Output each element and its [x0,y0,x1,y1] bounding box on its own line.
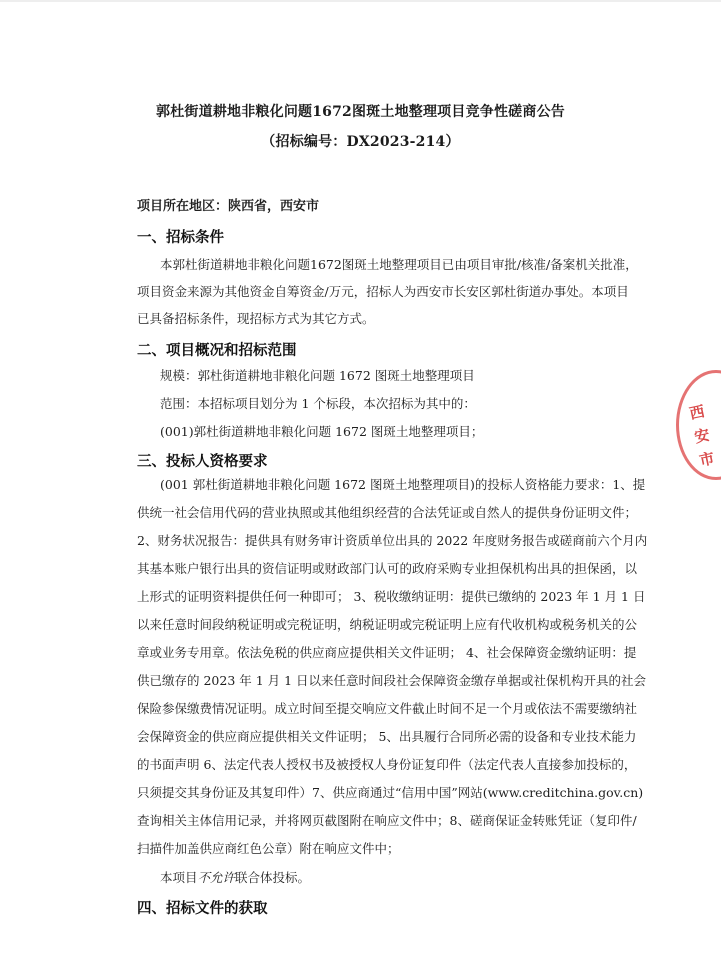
section-1-heading: 一、招标条件 [137,229,224,246]
joint-venture-note [160,870,310,886]
section-1-line-1: 本郭杜街道耕地非粮化问题1672图斑土地整理项目已由项目审批/核准/备案机关批准， [160,257,638,272]
note-emphasis: 不允许 [197,870,236,885]
section-2-lot: (001)郭杜街道耕地非粮化问题 1672 图斑土地整理项目； [160,424,484,439]
section-3-line-6: 以来任意时间段纳税证明或完税证明，纳税证明或完税证明上应有代收机构或税务机关的公 [137,617,638,632]
section-4-heading: 四、招标文件的获取 [137,900,268,917]
section-3-line-10: 会保障资金的供应商应提供相关文件证明； 5、出具履行合同所必需的设备和专业技术能力 [137,729,637,744]
section-3-line-9: 保险参保缴费情况证明。成立时间至提交响应文件截止时间不足一个月或依法不需要缴纳社 [137,701,638,716]
section-3-heading: 三、投标人资格要求 [137,453,268,470]
section-2-scale: 规模：郭杜街道耕地非粮化问题 1672 图斑土地整理项目 [160,368,475,383]
section-3-line-4: 其基本账户银行出具的资信证明或财政部门认可的政府采购专业担保机构出具的担保函，以 [137,561,638,576]
document-title: 郭杜街道耕地非粮化问题1672图斑土地整理项目竞争性磋商公告 [156,104,565,120]
section-3-line-7: 章或业务专用章。依法免税的供应商应提供相关文件证明； 4、社会保障资金缴纳证明：提 [137,645,637,660]
section-2-heading: 二、项目概况和招标范围 [137,342,297,359]
section-2-scope: 范围：本招标项目划分为 1 个标段，本次招标为其中的： [160,396,476,411]
top-edge-line [0,0,721,2]
note-suffix: 联合体投标。 [235,870,311,885]
project-region: 项目所在地区：陕西省，西安市 [137,199,320,214]
section-1-line-3: 已具备招标条件，现招标方式为其它方式。 [137,311,375,326]
section-3-line-8: 供已缴存的 2023 年 1 月 1 日以来任意时间段社会保障资金缴存单据或社保机构开具的社会 [137,673,647,688]
section-3-line-14: 扫描件加盖供应商红色公章）附在响应文件中； [137,841,400,856]
section-3-line-1: (001 郭杜街道耕地非粮化问题 1672 图斑土地整理项目)的投标人资格能力要求：1、提 [160,477,646,492]
tender-number: （招标编号：DX2023-214） [261,134,460,150]
section-3-line-11: 的书面声明 6、法定代表人授权书及被授权人身份证复印件（法定代表人直接参加投标的， [137,757,637,772]
section-3-line-2: 供统一社会信用代码的营业执照或其他组织经营的合法凭证或自然人的提供身份证明文件； [137,505,638,520]
section-1-line-2: 项目资金来源为其他资金自筹资金/万元，招标人为西安市长安区郭杜街道办事处。本项目 [137,284,629,299]
note-prefix: 本项目 [160,870,198,885]
section-3-line-3: 2、财务状况报告：提供具有财务审计资质单位出具的 2022 年度财务报告或磋商前六个月内 [137,533,648,548]
section-3-line-13: 查询相关主体信用记录，并将网页截图附在响应文件中；8、磋商保证金转账凭证（复印件/ [137,813,637,828]
section-3-line-12: 只须提交其身份证及其复印件）7、供应商通过“信用中国”网站(www.creditchina.gov.cn) [137,785,644,800]
seal-text: 西安市 [687,402,717,470]
section-3-line-5: 上形式的证明资料提供任何一种即可； 3、税收缴纳证明：提供已缴纳的 2023 年 1 月 1 日 [137,589,646,604]
